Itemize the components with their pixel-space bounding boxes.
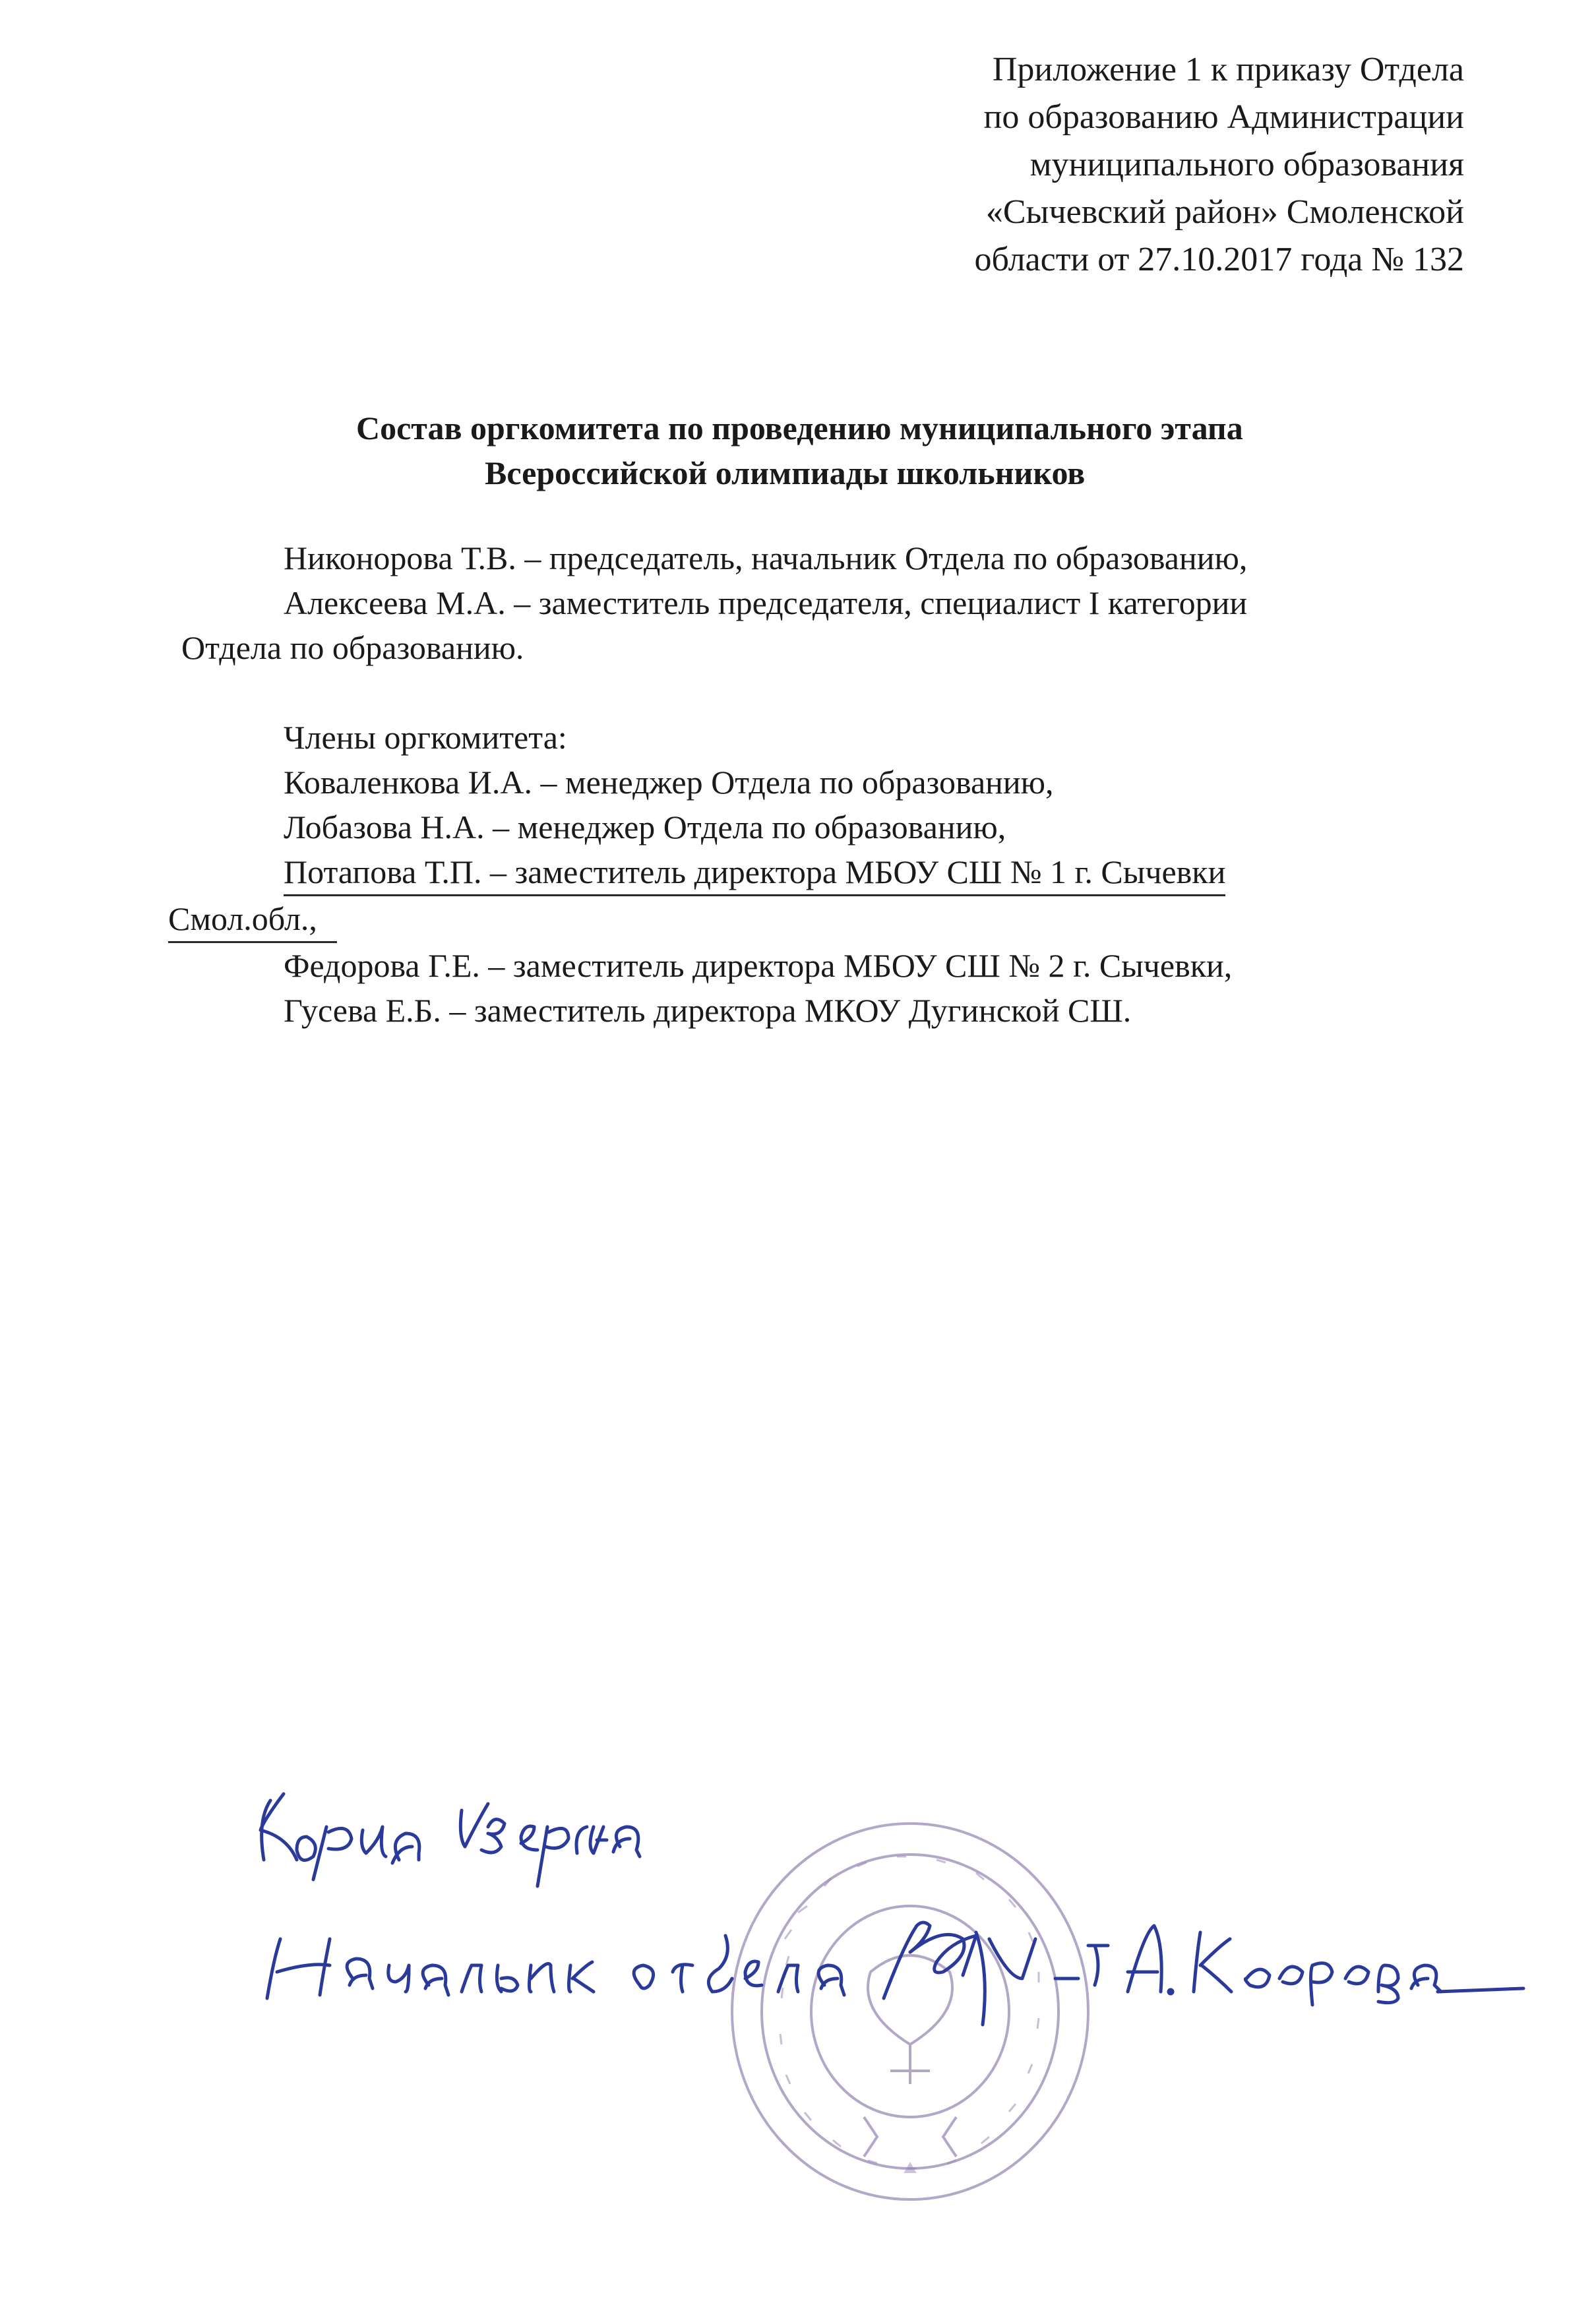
- deputy-line-continued: Отдела по образованию.: [181, 629, 524, 666]
- member-line-continued: [168, 896, 1434, 943]
- signature-area: [251, 1781, 1537, 2190]
- document-title: [356, 406, 1411, 495]
- member-line: [181, 849, 1434, 896]
- member-line: Коваленкова И.А. – менеджер Отдела по образованию,: [284, 764, 1054, 801]
- committee-list: [168, 536, 1434, 1033]
- header-line: Приложение 1 к приказу Отдела: [992, 51, 1464, 88]
- header-line: муниципального образования: [1029, 146, 1464, 183]
- title-line: Состав оргкомитета по проведению муниципального этапа: [356, 410, 1243, 446]
- member-line: Лобазова Н.А. – менеджер Отдела по образованию,: [284, 809, 1006, 845]
- appendix-header: [739, 46, 1464, 284]
- deputy-line: Алексеева М.А. – заместитель председателя, специалист I категории: [284, 584, 1248, 621]
- member-text-underlined: Смол.обл.,: [168, 896, 337, 943]
- header-line: «Сычевский район» Смоленской: [985, 193, 1464, 231]
- chair-line: Никонорова Т.В. – председатель, начальник Отдела по образованию,: [284, 539, 1248, 576]
- header-line: области от 27.10.2017 года № 132: [974, 241, 1464, 278]
- member-line: Федорова Г.Е. – заместитель директора МБОУ СШ № 2 г. Сычевки,: [284, 947, 1233, 984]
- committee-heading: Члены оргкомитета:: [284, 719, 567, 756]
- member-line: Гусева Е.Б. – заместитель директора МКОУ Дугинской СШ.: [284, 992, 1132, 1029]
- handwritten-signature: [251, 1781, 1537, 2044]
- title-line: Всероссийской олимпиады школьников: [485, 454, 1086, 491]
- header-line: по образованию Администрации: [983, 98, 1464, 136]
- member-text-underlined: Потапова Т.П. – заместитель директора МБОУ СШ № 1 г. Сычевки: [284, 849, 1225, 896]
